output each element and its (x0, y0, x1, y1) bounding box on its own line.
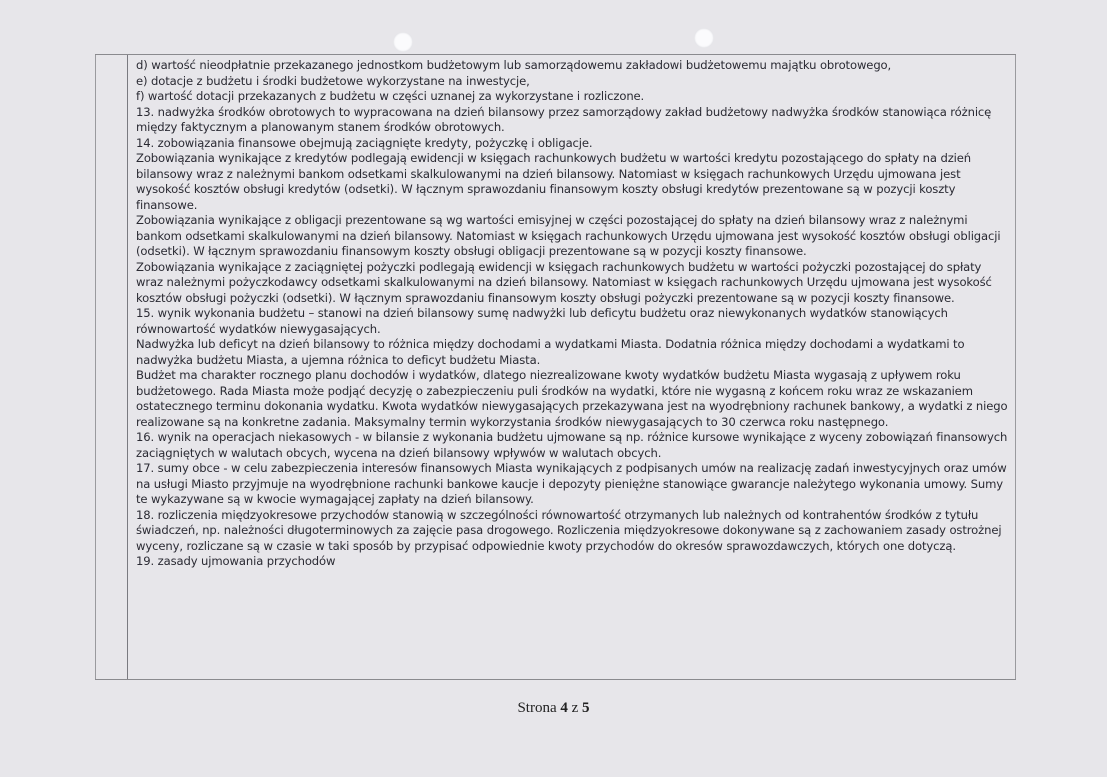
paragraph: Budżet ma charakter rocznego planu dochodów i wydatków, dlatego niezrealizowane kwoty wydatków budżetu Miasta wygasają z upływem roku budżetowego. Rada Miasta może podjąć decyzję o zabezpieczeniu puli środków na wydatki, które nie wygasną z końcem roku wraz ze wskazaniem ostatecznego terminu dokonania wydatku. Kwota wydatków niewygasających przekazywana jest na wyodrębniony rachunek bankowy, a wydatki z niego realizowane są na konkretne zadania. Maksymalny termin wykorzystania środków niewygasających to 30 czerwca roku następnego. (136, 368, 1008, 429)
paragraph: Zobowiązania wynikające z zaciągniętej pożyczki podlegają ewidencji w księgach rachunkowych budżetu w wartości pożyczki pozostającej do spłaty wraz należnymi pożyczkodawcy odsetkami skalkulowanymi na dzień bilansowy. Natomiast w księgach rachunkowych Urzędu ujmowana jest wysokość kosztów obsługi pożyczki (odsetki). W łącznym sprawozdaniu finansowym koszty obsługi pożyczki prezentowane są w pozycji koszty finansowe. (136, 259, 992, 305)
table-left-border (95, 55, 96, 679)
paragraph: 14. zobowiązania finansowe obejmują zaciągnięte kredyty, pożyczkę i obligacje. (136, 135, 593, 150)
page-number-prefix: Strona (517, 700, 561, 716)
paragraph: e) dotacje z budżetu i środki budżetowe wykorzystane na inwestycje, (136, 73, 530, 88)
table-right-border (1015, 55, 1016, 679)
paragraph: Zobowiązania wynikające z kredytów podlegają ewidencji w księgach rachunkowych budżetu w wartości kredytu pozostającego do spłaty na dzień bilansowy wraz z należnymi bankom odsetkami skalkulowanymi na dzień bilansowy. Natomiast w księgach rachunkowych Urzędu ujmowana jest wysokość kosztów obsługi kredytów (odsetki). W łącznym sprawozdaniu finansowym koszty obsługi kredytów prezentowane są w pozycji koszty finansowe. (136, 151, 971, 212)
page-footer (0, 700, 1107, 717)
document-body (136, 58, 1008, 570)
page-number-separator: z (567, 700, 583, 716)
paragraph: 13. nadwyżka środków obrotowych to wypracowana na dzień bilansowy przez samorządowy zakład budżetowy nadwyżka środków stanowiąca różnicę między faktycznym a planowanym stanem środków obrotowych. (136, 104, 992, 134)
paragraph: Nadwyżka lub deficyt na dzień bilansowy to różnica między dochodami a wydatkami Miasta. Dodatnia różnica między dochodami a wydatkami to nadwyżka budżetu Miasta, a ujemna różnica to deficyt budżetu Miasta. (136, 337, 965, 367)
paragraph: f) wartość dotacji przekazanych z budżetu w części uznanej za wykorzystane i rozliczone. (136, 89, 645, 103)
table-column-divider (127, 55, 128, 679)
paragraph: 18. rozliczenia międzyokresowe przychodów stanowią w szczególności równowartość otrzymanych lub należnych od kontrahentów środków z tytułu świadczeń, np. należności długoterminowych za zajęcie pasa drogowego. Rozliczenia międzyokresowe dokonywane są z zachowaniem zasady ostrożnej wyceny, rozliczane są w czasie w taki sposób by przypisać odpowiednie kwoty przychodów do okresów sprawozdawczych, których one dotyczą. (136, 507, 1002, 553)
paragraph: d) wartość nieodpłatnie przekazanego jednostkom budżetowym lub samorządowemu zakładowi budżetowemu majątku obrotowego, (136, 58, 892, 72)
paragraph: Zobowiązania wynikające z obligacji prezentowane są wg wartości emisyjnej w części pozostającej do spłaty na dzień bilansowy wraz z należnymi bankom odsetkami skalkulowanymi na dzień bilansowy. Natomiast w księgach rachunkowych Urzędu ujmowana jest wysokość kosztów obsługi obligacji (odsetki). W łącznym sprawozdaniu finansowym koszty obsługi obligacji prezentowane są w pozycji koszty finansowe. (136, 213, 1001, 258)
paragraph: 19. zasady ujmowania przychodów (136, 554, 336, 568)
paragraph: 15. wynik wykonania budżetu – stanowi na dzień bilansowy sumę nadwyżki lub deficytu budżetu oraz niewykonanych wydatków stanowiących równowartość wydatków niewygasających. (136, 306, 948, 336)
page-number-current: 4 (560, 700, 568, 716)
punch-hole-left (393, 32, 413, 52)
paragraph: 17. sumy obce - w celu zabezpieczenia interesów finansowych Miasta wynikających z podpisanych umów na realizację zadań inwestycyjnych oraz umów na usługi Miasto przyjmuje na wyodrębnione rachunki bankowe kaucje i depozyty pieniężne stanowiące gwarancje należytego wykonania umowy. Sumy te wykazywane są w kwocie wymagającej zapłaty na dzień bilansowy. (136, 461, 1007, 506)
page-number-total: 5 (582, 700, 590, 716)
punch-hole-right (694, 28, 714, 48)
paragraph: 16. wynik na operacjach niekasowych - w bilansie z wykonania budżetu ujmowane są np. różnice kursowe wynikające z wyceny zobowiązań finansowych zaciągniętych w walutach obcych, wycena na dzień bilansowy wpływów w walutach obcych. (136, 430, 1008, 460)
